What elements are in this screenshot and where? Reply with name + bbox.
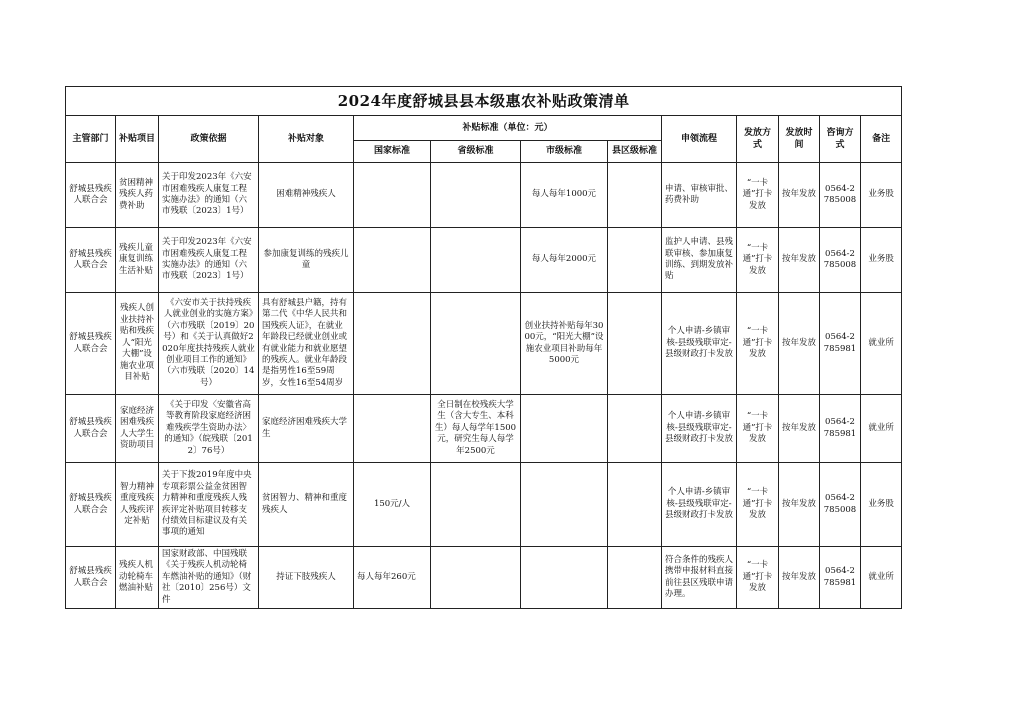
table-row xyxy=(66,463,902,547)
header-provincial: 省级标准 xyxy=(431,141,521,163)
cell-process: 符合条件的残疾人携带申报材料直接前往县区残联申请办理。 xyxy=(662,547,737,609)
cell-national: 每人每年260元 xyxy=(354,547,431,609)
cell-basis: 国家财政部、中国残联《关于残疾人机动轮椅车燃油补贴的通知》（财社〔2010〕256号）文件 xyxy=(159,547,259,609)
cell-provincial xyxy=(431,463,521,547)
policy-table xyxy=(65,86,902,609)
cell-method: “一卡通”打卡发放 xyxy=(737,293,779,395)
cell-basis: 《六安市关于扶持残疾人就业创业的实施方案》（六市残联〔2019〕20号）和《关于认真做好2020年度扶持残疾人就业创业项目工作的通知》（六市残联〔2020〕14号） xyxy=(159,293,259,395)
cell-county xyxy=(608,228,662,293)
header-contact: 咨询方式 xyxy=(820,116,861,163)
table-row xyxy=(66,547,902,609)
header-municipal: 市级标准 xyxy=(521,141,608,163)
cell-provincial xyxy=(431,293,521,395)
cell-municipal: 创业扶持补贴每年3000元，“阳光大棚”设施农业项目补助每年5000元 xyxy=(521,293,608,395)
cell-time: 按年发放 xyxy=(779,293,820,395)
cell-basis: 关于下拨2019年度中央专项彩票公益金贫困智力精神和重度残疾人残疾评定补贴项目转移支付绩效目标建议及有关事项的通知 xyxy=(159,463,259,547)
cell-dept: 舒城县残疾人联合会 xyxy=(66,395,116,463)
page-title: 2024年度舒城县县本级惠农补贴政策清单 xyxy=(66,87,902,116)
cell-process: 个人申请-乡镇审核-县级残联审定-县级财政打卡发放 xyxy=(662,395,737,463)
header-standard-group: 补贴标准（单位：元） xyxy=(354,116,662,141)
header-basis: 政策依据 xyxy=(159,116,259,163)
cell-method: “一卡通”打卡发放 xyxy=(737,395,779,463)
cell-item: 智力精神重度残疾人残疾评定补贴 xyxy=(116,463,159,547)
cell-method: “一卡通”打卡发放 xyxy=(737,228,779,293)
cell-county xyxy=(608,547,662,609)
cell-county xyxy=(608,395,662,463)
cell-note: 就业所 xyxy=(861,547,902,609)
cell-county xyxy=(608,163,662,228)
cell-target: 具有舒城县户籍，持有第二代《中华人民共和国残疾人证》，在就业年龄段已经就业创业或有就业能力和就业愿望的残疾人。就业年龄段是指男性16至59周岁，女性16至54周岁 xyxy=(259,293,354,395)
cell-national xyxy=(354,163,431,228)
header-dept: 主管部门 xyxy=(66,116,116,163)
cell-provincial xyxy=(431,163,521,228)
cell-municipal: 每人每年1000元 xyxy=(521,163,608,228)
cell-contact: 0564-2785981 xyxy=(820,395,861,463)
cell-time: 按年发放 xyxy=(779,395,820,463)
cell-county xyxy=(608,463,662,547)
cell-contact: 0564-2785008 xyxy=(820,463,861,547)
cell-contact: 0564-2785008 xyxy=(820,228,861,293)
cell-basis: 关于印发2023年《六安市困难残疾人康复工程实施办法》的通知（六市残联〔2023〕1号） xyxy=(159,228,259,293)
cell-note: 就业所 xyxy=(861,395,902,463)
table-row xyxy=(66,163,902,228)
header-item: 补贴项目 xyxy=(116,116,159,163)
header-method: 发放方式 xyxy=(737,116,779,163)
cell-item: 残疾人创业扶持补贴和残疾人“阳光大棚”设施农业项目补贴 xyxy=(116,293,159,395)
cell-time: 按年发放 xyxy=(779,463,820,547)
header-process: 申领流程 xyxy=(662,116,737,163)
cell-method: “一卡通”打卡发放 xyxy=(737,547,779,609)
cell-target: 持证下肢残疾人 xyxy=(259,547,354,609)
cell-item: 家庭经济困难残疾人大学生资助项目 xyxy=(116,395,159,463)
cell-basis: 关于印发2023年《六安市困难残疾人康复工程实施办法》的通知（六市残联〔2023〕1号） xyxy=(159,163,259,228)
cell-basis: 《关于印发〈安徽省高等教育阶段家庭经济困难残疾学生资助办法〉的通知》（皖残联〔2012〕76号） xyxy=(159,395,259,463)
table-row xyxy=(66,293,902,395)
cell-national xyxy=(354,228,431,293)
cell-dept: 舒城县残疾人联合会 xyxy=(66,293,116,395)
cell-item: 残疾儿童康复训练生活补贴 xyxy=(116,228,159,293)
cell-method: “一卡通”打卡发放 xyxy=(737,463,779,547)
header-time: 发放时间 xyxy=(779,116,820,163)
cell-national xyxy=(354,293,431,395)
cell-note: 业务股 xyxy=(861,463,902,547)
cell-note: 就业所 xyxy=(861,293,902,395)
cell-dept: 舒城县残疾人联合会 xyxy=(66,228,116,293)
policy-sheet xyxy=(65,86,902,609)
cell-provincial: 全日制在校残疾大学生（含大专生、本科生）每人每学年1500元，研究生每人每学年2500元 xyxy=(431,395,521,463)
cell-time: 按年发放 xyxy=(779,163,820,228)
header-county: 县区级标准 xyxy=(608,141,662,163)
cell-target: 困难精神残疾人 xyxy=(259,163,354,228)
cell-target: 参加康复训练的残疾儿童 xyxy=(259,228,354,293)
cell-dept: 舒城县残疾人联合会 xyxy=(66,163,116,228)
cell-process: 个人申请-乡镇审核-县级残联审定-县级财政打卡发放 xyxy=(662,293,737,395)
cell-contact: 0564-2785008 xyxy=(820,163,861,228)
cell-note: 业务股 xyxy=(861,228,902,293)
cell-national xyxy=(354,395,431,463)
cell-time: 按年发放 xyxy=(779,228,820,293)
cell-item: 残疾人机动轮椅车燃油补贴 xyxy=(116,547,159,609)
cell-contact: 0564-2785981 xyxy=(820,547,861,609)
cell-provincial xyxy=(431,547,521,609)
header-note: 备注 xyxy=(861,116,902,163)
cell-target: 家庭经济困难残疾大学生 xyxy=(259,395,354,463)
table-row xyxy=(66,228,902,293)
cell-contact: 0564-2785981 xyxy=(820,293,861,395)
cell-dept: 舒城县残疾人联合会 xyxy=(66,463,116,547)
cell-process: 个人申请-乡镇审核-县级残联审定-县级财政打卡发放 xyxy=(662,463,737,547)
cell-national: 150元/人 xyxy=(354,463,431,547)
cell-dept: 舒城县残疾人联合会 xyxy=(66,547,116,609)
cell-provincial xyxy=(431,228,521,293)
cell-municipal xyxy=(521,463,608,547)
cell-target: 贫困智力、精神和重度残疾人 xyxy=(259,463,354,547)
cell-municipal xyxy=(521,395,608,463)
header-national: 国家标准 xyxy=(354,141,431,163)
cell-time: 按年发放 xyxy=(779,547,820,609)
cell-county xyxy=(608,293,662,395)
cell-municipal xyxy=(521,547,608,609)
cell-note: 业务股 xyxy=(861,163,902,228)
header-target: 补贴对象 xyxy=(259,116,354,163)
cell-item: 贫困精神残疾人药费补助 xyxy=(116,163,159,228)
cell-municipal: 每人每年2000元 xyxy=(521,228,608,293)
cell-process: 监护人申请、县残联审核、参加康复训练、到期发放补贴 xyxy=(662,228,737,293)
table-row xyxy=(66,395,902,463)
cell-process: 申请、审核审批、药费补助 xyxy=(662,163,737,228)
cell-method: “一卡通”打卡发放 xyxy=(737,163,779,228)
